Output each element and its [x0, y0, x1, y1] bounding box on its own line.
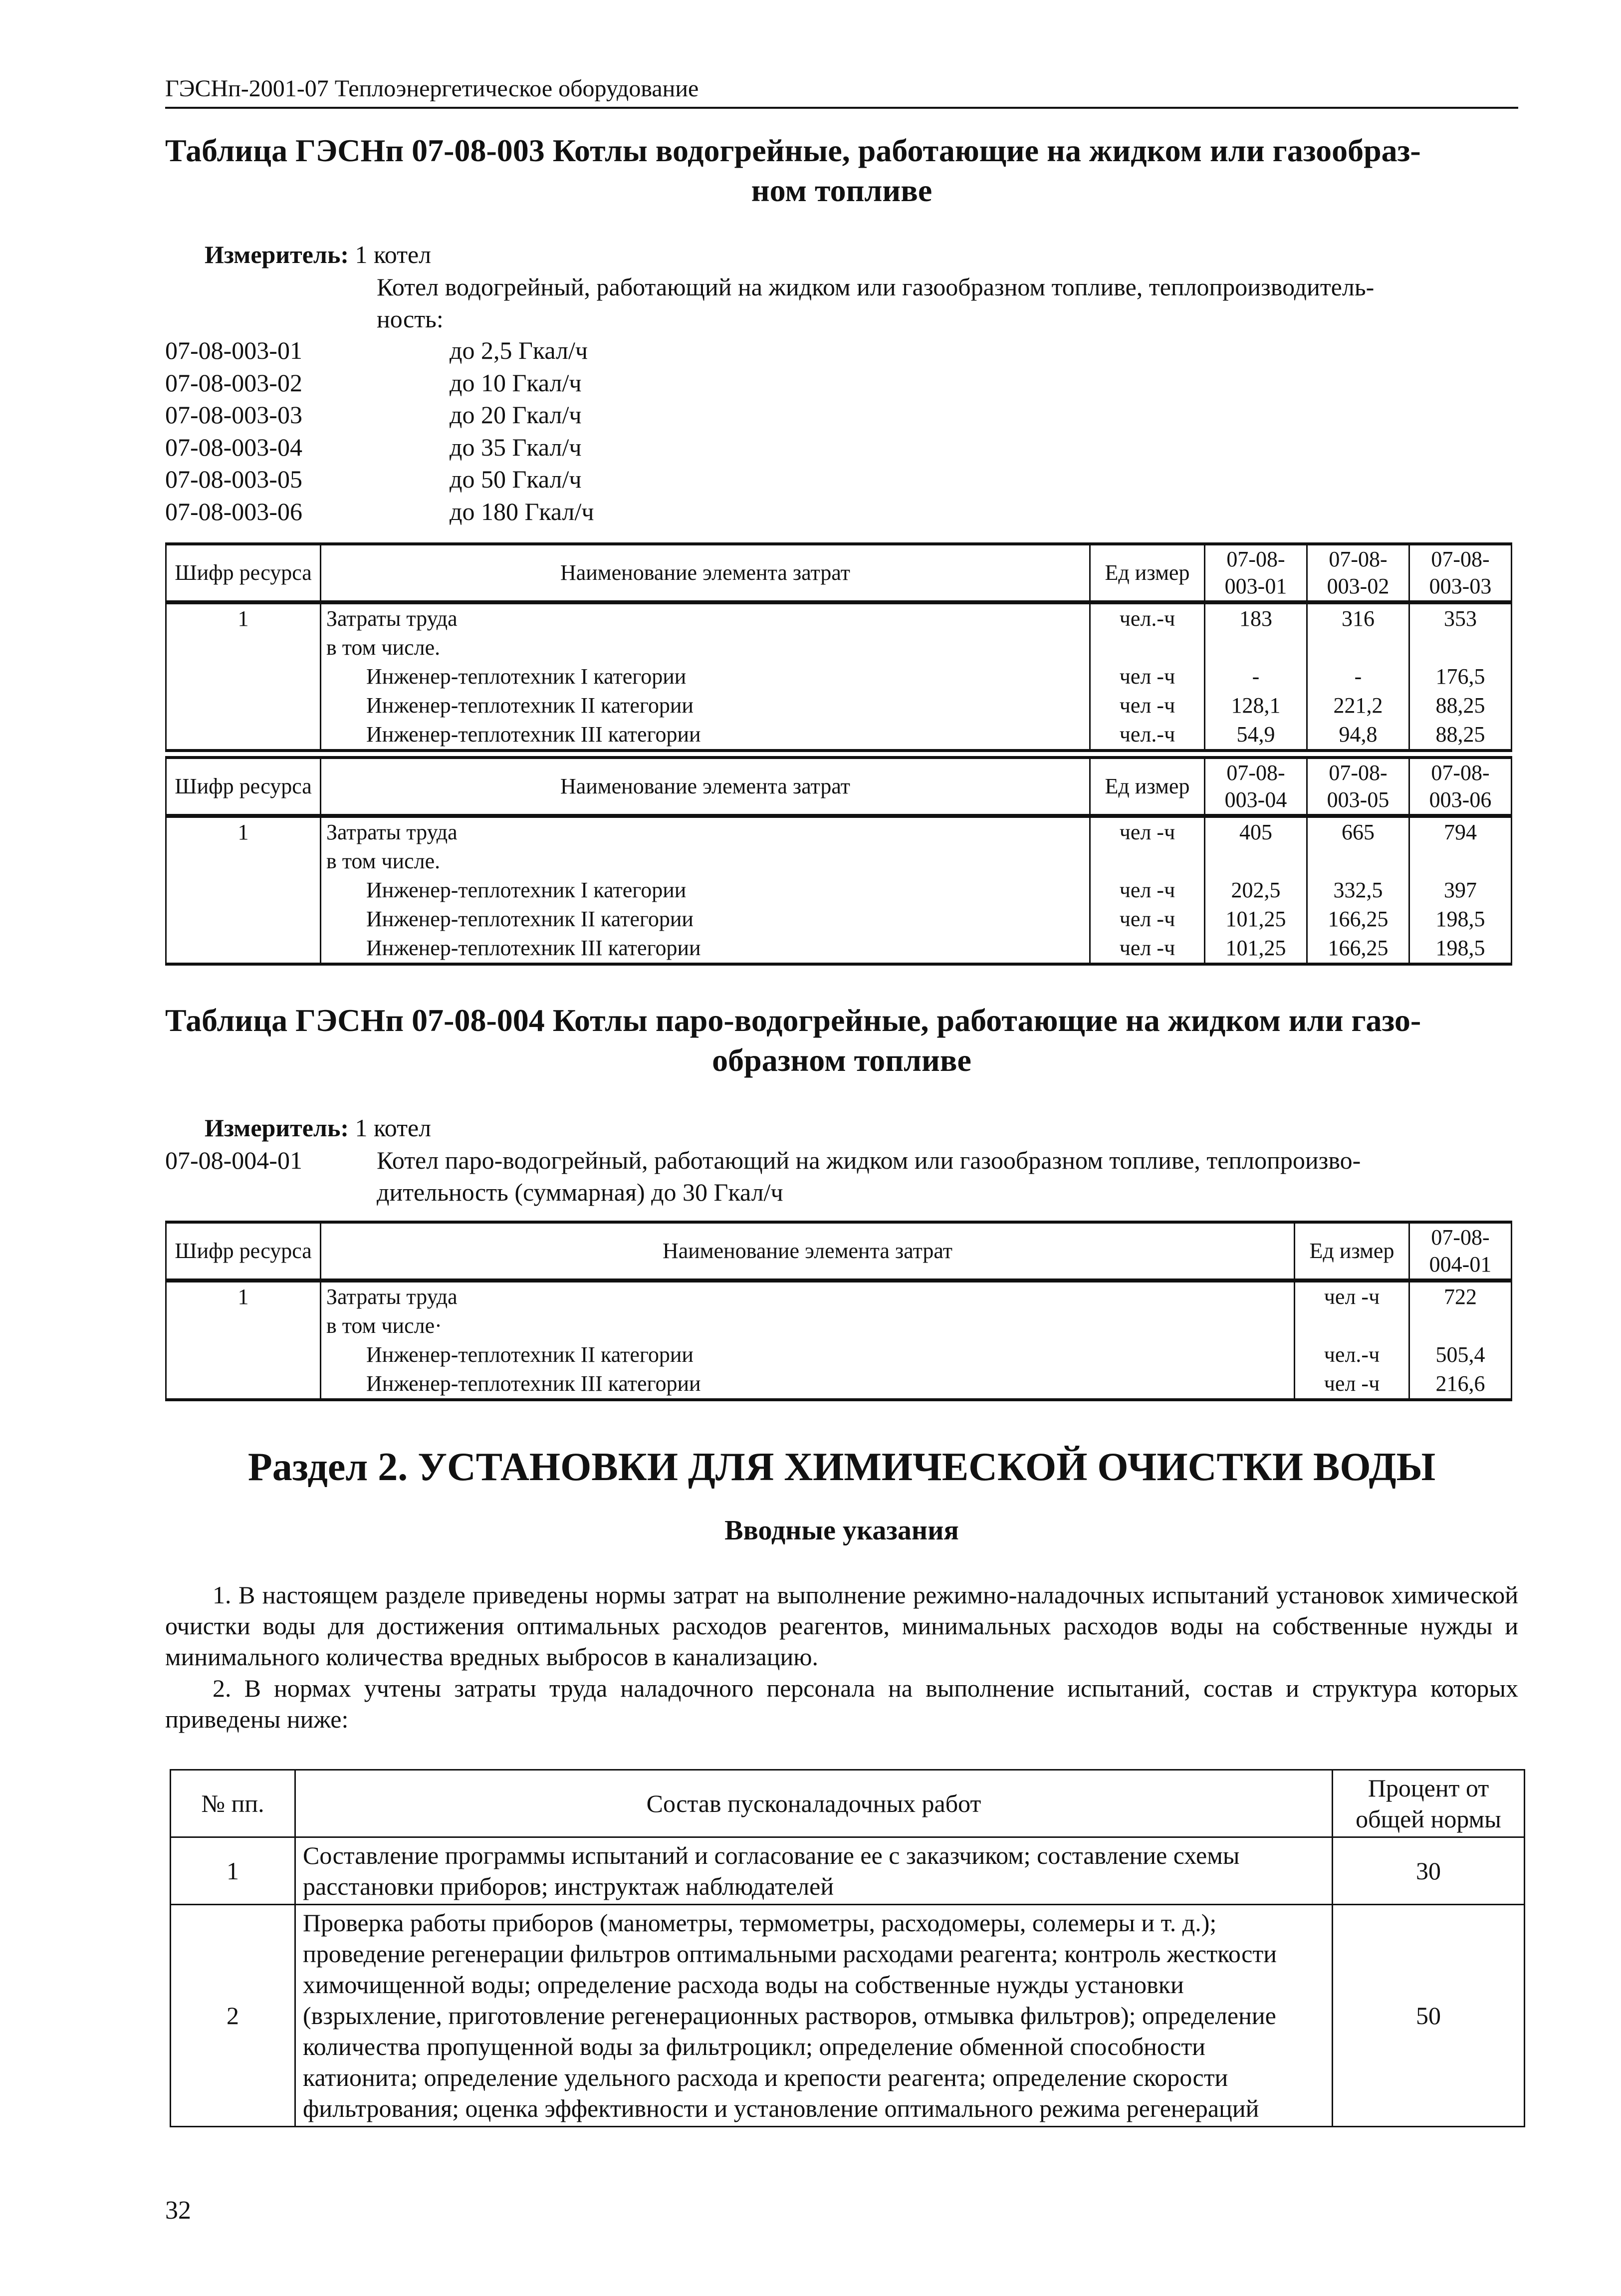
table2-title-line2: образном топливе [712, 1042, 971, 1078]
row-no: 1 [171, 1837, 295, 1905]
code-item [165, 463, 594, 496]
value-line [1210, 633, 1301, 662]
value-line [1313, 633, 1403, 662]
value-line: 332,5 [1333, 878, 1383, 902]
code: 07-08-003-05 [165, 465, 302, 493]
unit-line: чел -ч [1119, 878, 1175, 902]
header-unit: Ед измер [1090, 544, 1205, 602]
value-cell [1307, 602, 1409, 751]
header-code: 07-08- 003-05 [1307, 758, 1409, 816]
value-cell [1409, 602, 1512, 751]
table2-title [165, 1001, 1518, 1080]
table1-measure [205, 239, 431, 270]
unit-line: чел.-ч [1119, 606, 1175, 631]
unit-line: чел.-ч [1119, 722, 1175, 747]
code-text: до 20 Гкал/ч [450, 401, 582, 429]
header-name: Наименование элемента затрат [321, 544, 1090, 602]
code-text: до 2,5 Гкал/ч [450, 336, 588, 364]
cipher-cell: 1 [166, 1280, 321, 1400]
code-item [165, 431, 594, 464]
description-line: ность: [377, 305, 444, 333]
row-work: Составление программы испытаний и согласование ее с заказчиком; составление схемы расстановки приборов; инструктаж наблюдателей [295, 1837, 1333, 1905]
code-text: до 180 Гкал/ч [450, 497, 594, 525]
name-line: Инженер-теплотехник I категории [366, 878, 687, 902]
code: 07-08-003-01 [165, 336, 302, 364]
row-no: 2 [171, 1905, 295, 2127]
header-work: Состав пусконаладочных работ [295, 1770, 1333, 1837]
name-line: Инженер-теплотехник III категории [366, 936, 701, 960]
value-cell [1409, 816, 1512, 964]
row-percent: 50 [1333, 1905, 1525, 2127]
table2-title-line1: Таблица ГЭСНп 07-08-004 Котлы паро-водогрейные, работающие на жидком или газо- [165, 1003, 1421, 1038]
header-code: 07-08- 003-03 [1409, 544, 1512, 602]
table2-code: 07-08-004-01 [165, 1146, 302, 1174]
value-line: 198,5 [1435, 936, 1485, 960]
name-cell [321, 816, 1090, 964]
description-line: Котел паро-водогрейный, работающий на жидком или газообразном топливе, теплопроизво- [377, 1146, 1361, 1174]
header-cipher: Шифр ресурса [166, 758, 321, 816]
name-line: Затраты труда [326, 820, 458, 844]
code: 07-08-003-02 [165, 368, 302, 397]
cipher-cell: 1 [166, 602, 321, 751]
header-code: 07-08- 003-01 [1205, 544, 1307, 602]
value-line: 794 [1444, 820, 1477, 844]
name-line: Инженер-теплотехник I категории [366, 664, 687, 689]
code: 07-08-003-04 [165, 433, 302, 461]
code-item [165, 367, 594, 399]
header-cipher: Шифр ресурса [166, 544, 321, 602]
paragraph-1: 1. В настоящем разделе приведены нормы затрат на выполнение режимно-наладочных испытаний установок химической очистки воды для достижения оптимальных расходов реагентов, минимальных расходов воды на собственные нужды и минимального количества вредных выбросов в канализацию. [165, 1581, 1518, 1671]
value-cell [1307, 816, 1409, 964]
value-line: 128,1 [1231, 693, 1281, 718]
value-line: 94,8 [1339, 722, 1378, 747]
header-code: 07-08- 003-06 [1409, 758, 1512, 816]
section-title: Раздел 2. УСТАНОВКИ ДЛЯ ХИМИЧЕСКОЙ ОЧИСТКИ ВОДЫ [247, 1445, 1436, 1489]
cipher-cell: 1 [166, 816, 321, 964]
name-line: Инженер-теплотехник II категории [366, 693, 694, 718]
value-line [1415, 633, 1506, 662]
header-cipher: Шифр ресурса [166, 1222, 321, 1280]
value-line: 176,5 [1435, 664, 1485, 689]
code: 07-08-003-03 [165, 401, 302, 429]
value-line: - [1354, 664, 1362, 689]
value-line: 101,25 [1225, 936, 1286, 960]
code-text: до 35 Гкал/ч [450, 433, 582, 461]
unit-line: чел -ч [1119, 907, 1175, 931]
measure-value: 1 котел [355, 1114, 432, 1142]
header-name: Наименование элемента затрат [321, 1222, 1295, 1280]
value-line: 202,5 [1231, 878, 1281, 902]
value-line: 405 [1239, 820, 1272, 844]
value-line: 353 [1444, 606, 1477, 631]
value-line: 665 [1342, 820, 1375, 844]
table1-code-list [165, 334, 594, 527]
header-unit: Ед измер [1090, 758, 1205, 816]
header-rule [165, 107, 1518, 109]
name-line: Затраты труда [326, 606, 458, 631]
value-line: 88,25 [1435, 722, 1485, 747]
header-percent: Процент от общей нормы [1333, 1770, 1525, 1837]
code-item [165, 399, 594, 431]
work-composition-table [170, 1769, 1525, 2127]
unit-line: чел -ч [1119, 664, 1175, 689]
value-line: 221,2 [1333, 693, 1383, 718]
header-name: Наименование элемента затрат [321, 758, 1090, 816]
name-line: Инженер-теплотехник III категории [366, 722, 701, 747]
value-cell [1205, 602, 1307, 751]
header-code: 07-08- 004-01 [1409, 1222, 1512, 1280]
measure-value: 1 котел [355, 241, 432, 268]
header-code: 07-08- 003-02 [1307, 544, 1409, 602]
header-unit: Ед измер [1295, 1222, 1409, 1280]
unit-cell [1090, 602, 1205, 751]
name-line: в том числе. [326, 849, 441, 873]
header-code: 07-08- 003-04 [1205, 758, 1307, 816]
value-line: 101,25 [1225, 907, 1286, 931]
table-row [171, 1905, 1525, 2127]
running-header: ГЭСНп-2001-07 Теплоэнергетическое оборудование [165, 75, 699, 102]
name-cell [321, 602, 1090, 751]
table2-measure [205, 1112, 431, 1144]
name-line: в том числе. [326, 635, 441, 660]
value-line [1210, 847, 1301, 876]
resource-table-003-a [165, 542, 1512, 752]
table1-description [377, 271, 1374, 335]
value-cell: 722 505,4 216,6 [1409, 1280, 1512, 1400]
unit-cell [1090, 816, 1205, 964]
value-line: 183 [1239, 606, 1272, 631]
description-line: Котел водогрейный, работающий на жидком или газообразном топливе, теплопроизводитель- [377, 273, 1375, 301]
unit-line: чел -ч [1119, 936, 1175, 960]
row-work: Проверка работы приборов (манометры, термометры, расходомеры, солемеры и т. д.); проведение регенерации фильтров оптимальными расходами реагента; контроль жесткости химочищенной воды; определение расхода воды на собственные нужды установки (взрыхление, приготовление регенерационных растворов, отмывка фильтров); определение количества пропущенной воды за фильтроцикл; определение обменной способности катионита; определение удельного расхода и крепости реагента; определение скорости фильтрования; оценка эффективности и установление оптимального режима регенераций [295, 1905, 1333, 2127]
table2-description [377, 1144, 1361, 1208]
value-line: 54,9 [1236, 722, 1275, 747]
code-item [165, 496, 594, 528]
code-text: до 10 Гкал/ч [450, 368, 582, 397]
value-line: 166,25 [1328, 936, 1389, 960]
measure-label: Измеритель: [205, 241, 349, 268]
value-line: 316 [1342, 606, 1375, 631]
unit-cell: чел -ч чел.-ч чел -ч [1295, 1280, 1409, 1400]
value-line: 166,25 [1328, 907, 1389, 931]
unit-line: чел -ч [1119, 820, 1175, 844]
name-cell: Затраты труда в том числе· Инженер-теплотехник II категории Инженер-теплотехник III категории [321, 1280, 1295, 1400]
section-subtitle: Вводные указания [724, 1515, 959, 1546]
value-line [1415, 847, 1506, 876]
value-cell [1205, 816, 1307, 964]
page-number: 32 [165, 2196, 191, 2225]
unit-line [1096, 633, 1199, 662]
value-line: 88,25 [1435, 693, 1485, 718]
table1-title [165, 131, 1518, 211]
description-line: дительность (суммарная) до 30 Гкал/ч [377, 1178, 783, 1206]
code: 07-08-003-06 [165, 497, 302, 525]
value-line [1313, 847, 1403, 876]
code-item [165, 334, 594, 367]
name-line: Инженер-теплотехник II категории [366, 907, 694, 931]
table1-title-line2: ном топливе [751, 173, 932, 208]
code-text: до 50 Гкал/ч [450, 465, 582, 493]
row-percent: 30 [1333, 1837, 1525, 1905]
table1-title-line1: Таблица ГЭСНп 07-08-003 Котлы водогрейные, работающие на жидком или газообраз- [165, 133, 1421, 168]
value-line: - [1252, 664, 1260, 689]
table-row [171, 1837, 1525, 1905]
value-line: 397 [1444, 878, 1477, 902]
unit-line [1096, 847, 1199, 876]
header-no: № пп. [171, 1770, 295, 1837]
measure-label: Измеритель: [205, 1114, 349, 1142]
paragraph-2: 2. В нормах учтены затраты труда наладочного персонала на выполнение испытаний, состав и структура которых приведены ниже: [165, 1674, 1518, 1733]
resource-table-003-b [165, 756, 1512, 966]
resource-table-004 [165, 1221, 1512, 1401]
value-line: 198,5 [1435, 907, 1485, 931]
unit-line: чел -ч [1119, 693, 1175, 718]
